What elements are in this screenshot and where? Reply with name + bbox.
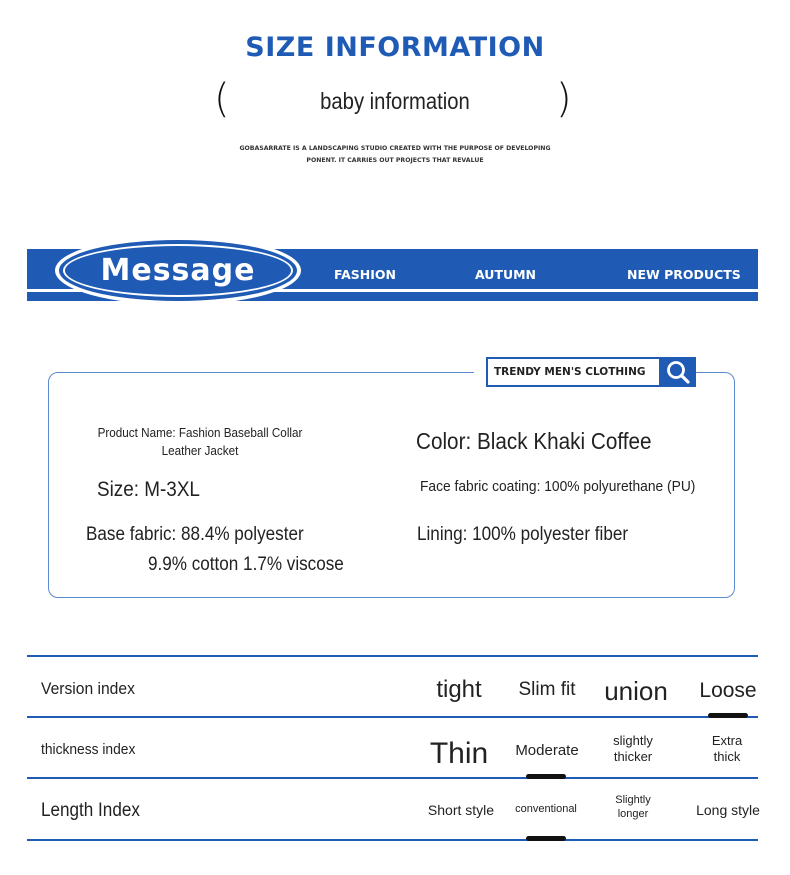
thickness-selected-marker (526, 774, 566, 779)
table-divider (27, 839, 758, 841)
search-field-label: TRENDY MEN'S CLOTHING (494, 366, 646, 378)
base-fabric-detail: 9.9% cotton 1.7% viscose (148, 554, 344, 575)
thickness-option-slightly-thicker: slightly thicker (613, 733, 653, 765)
length-index-label: Length Index (41, 800, 140, 821)
version-option-loose: Loose (699, 679, 757, 702)
version-option-tight: tight (436, 676, 482, 703)
search-field[interactable] (486, 357, 661, 387)
thickness-index-label: thickness index (41, 741, 136, 758)
message-logo-text: Message (100, 253, 256, 288)
nav-item-new-products[interactable]: NEW PRODUCTS (627, 267, 741, 282)
length-option-slightly-longer: Slightly longer (615, 794, 651, 820)
lining-fabric: Lining: 100% polyester fiber (417, 524, 629, 545)
table-divider (27, 716, 758, 718)
left-parenthesis: ( (214, 76, 230, 122)
version-index-label: Version index (41, 679, 135, 698)
version-option-slim-fit: Slim fit (518, 679, 576, 700)
thickness-option-thin: Thin (429, 737, 489, 770)
tagline-line-1: GOBASARRATE IS A LANDSCAPING STUDIO CREATED WITH THE PURPOSE OF DEVELOPING (239, 145, 551, 152)
length-option-conventional: conventional (515, 803, 577, 815)
product-name: Product Name: Fashion Baseball Collar Leather Jacket (97, 425, 303, 458)
subtitle: baby information (320, 88, 470, 114)
right-parenthesis: ) (556, 76, 572, 122)
logo-inner-ring (63, 244, 293, 297)
thickness-option-moderate: Moderate (515, 742, 579, 759)
magnifier-icon (665, 359, 691, 385)
search-button[interactable] (660, 357, 696, 387)
length-option-long-style: Long style (696, 802, 760, 818)
table-divider (27, 777, 758, 779)
product-color: Color: Black Khaki Coffee (416, 428, 652, 454)
page-title: SIZE INFORMATION (245, 32, 545, 63)
tagline-line-2: PONENT. IT CARRIES OUT PROJECTS THAT REVALUE (306, 157, 484, 164)
nav-item-autumn[interactable]: AUTUMN (475, 267, 537, 282)
tagline (0, 143, 790, 167)
face-fabric: Face fabric coating: 100% polyurethane (PU) (420, 478, 696, 495)
version-selected-marker (708, 713, 748, 718)
product-size: Size: M-3XL (97, 478, 200, 501)
thickness-option-extra-thick: Extra thick (711, 733, 743, 765)
version-option-union: union (604, 676, 668, 706)
length-selected-marker (526, 836, 566, 841)
length-option-short-style: Short style (427, 802, 495, 818)
base-fabric: Base fabric: 88.4% polyester (86, 524, 304, 545)
table-divider (27, 655, 758, 657)
nav-item-fashion[interactable]: FASHION (334, 267, 396, 282)
